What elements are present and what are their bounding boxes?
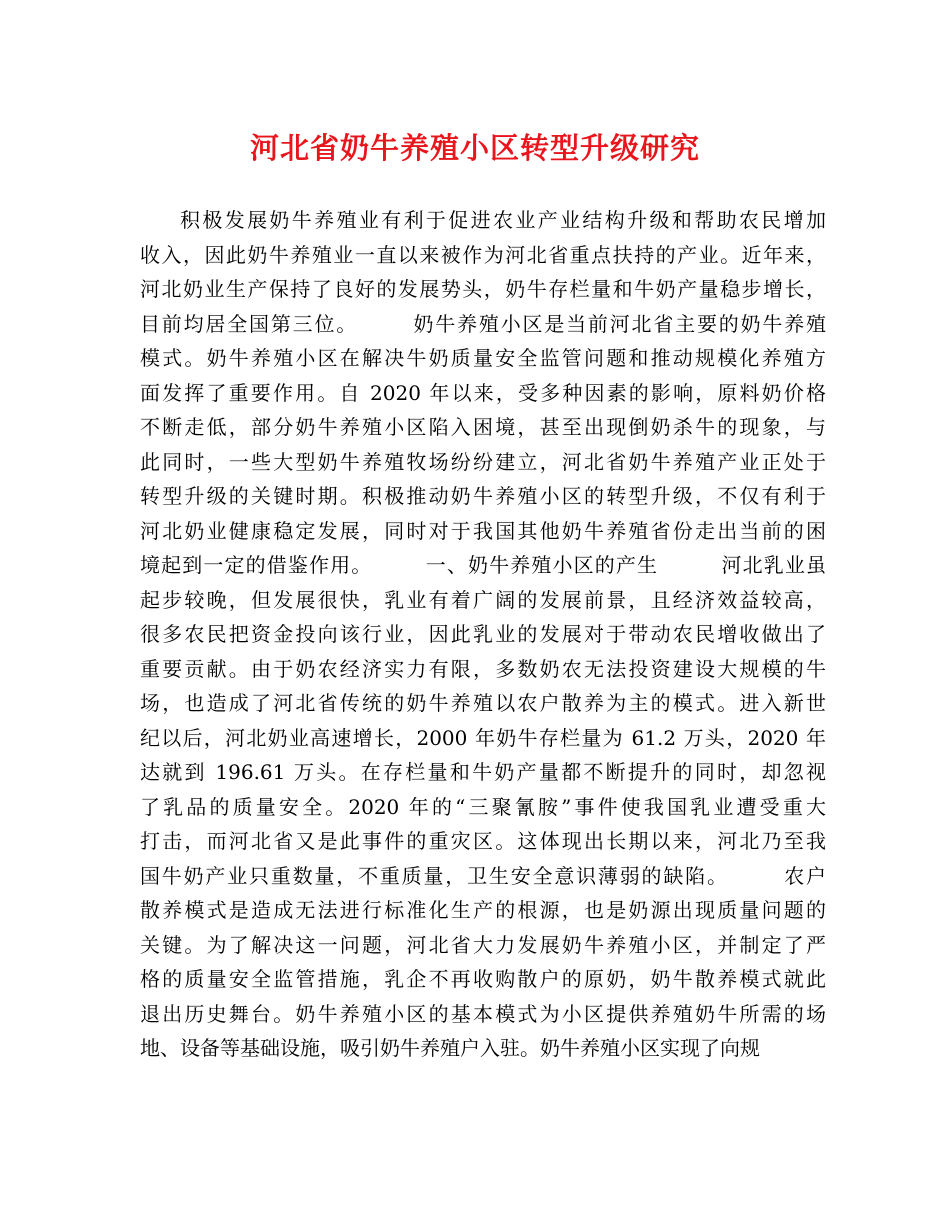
- body-line: 河北奶业生产保持了良好的发展势头，奶牛存栏量和牛奶产量稳步增长，: [140, 277, 826, 301]
- body-line: 退出历史舞台。奶牛养殖小区的基本模式为小区提供养殖奶牛所需的场: [140, 1001, 826, 1026]
- body-line: 打击，而河北省又是此事件的重灾区。这体现出长期以来，河北乃至我: [140, 829, 826, 853]
- body-line: 关键。为了解决这一问题，河北省大力发展奶牛养殖小区，并制定了严: [140, 932, 826, 957]
- body-line: 达就到 196.61 万头。在存栏量和牛奶产量都不断提升的同时，却忽视: [140, 760, 826, 784]
- body-line: 了乳品的质量安全。2020 年的“三聚氰胺”事件使我国乳业遭受重大: [140, 794, 826, 819]
- body-line: 收入，因此奶牛养殖业一直以来被作为河北省重点扶持的产业。近年来，: [140, 242, 826, 267]
- body-line: 重要贡献。由于奶农经济实力有限，多数奶农无法投资建设大规模的牛: [140, 656, 826, 681]
- body-line: 积极发展奶牛养殖业有利于促进农业产业结构升级和帮助农民增加: [180, 208, 826, 232]
- document-body: [140, 203, 826, 1083]
- body-line: 境起到一定的借鉴作用。 一、奶牛养殖小区的产生 河北乳业虽: [140, 553, 826, 577]
- body-line: 目前均居全国第三位。 奶牛养殖小区是当前河北省主要的奶牛养殖: [140, 311, 826, 336]
- body-line: 转型升级的关键时期。积极推动奶牛养殖小区的转型升级，不仅有利于: [140, 484, 826, 508]
- body-line: 不断走低，部分奶牛养殖小区陷入困境，甚至出现倒奶杀牛的现象，与: [140, 415, 826, 439]
- body-line: 很多农民把资金投向该行业，因此乳业的发展对于带动农民增收做出了: [140, 622, 826, 646]
- body-line: 此同时，一些大型奶牛养殖牧场纷纷建立，河北省奶牛养殖产业正处于: [140, 449, 826, 474]
- body-line: 河北奶业健康稳定发展，同时对于我国其他奶牛养殖省份走出当前的困: [140, 518, 826, 543]
- body-line: 模式。奶牛养殖小区在解决牛奶质量安全监管问题和推动规模化养殖方: [140, 346, 826, 370]
- document-title: 河北省奶牛养殖小区转型升级研究: [249, 131, 700, 165]
- body-line: 纪以后，河北奶业高速增长，2000 年奶牛存栏量为 61.2 万头，2020 年: [140, 725, 826, 750]
- body-line: 地、设备等基础设施，吸引奶牛养殖户入驻。奶牛养殖小区实现了向规: [140, 1036, 760, 1060]
- body-line: 散养模式是造成无法进行标准化生产的根源，也是奶源出现质量问题的: [140, 898, 826, 922]
- body-line: 国牛奶产业只重数量，不重质量，卫生安全意识薄弱的缺陷。 农户: [140, 863, 826, 888]
- body-line: 起步较晚，但发展很快，乳业有着广阔的发展前景，且经济效益较高，: [140, 587, 826, 612]
- body-line: 格的质量安全监管措施，乳企不再收购散户的原奶，奶牛散养模式就此: [140, 967, 826, 991]
- body-line: 场，也造成了河北省传统的奶牛养殖以农户散养为主的模式。进入新世: [140, 691, 826, 715]
- body-line: 面发挥了重要作用。自 2020 年以来，受多种因素的影响，原料奶价格: [140, 380, 826, 405]
